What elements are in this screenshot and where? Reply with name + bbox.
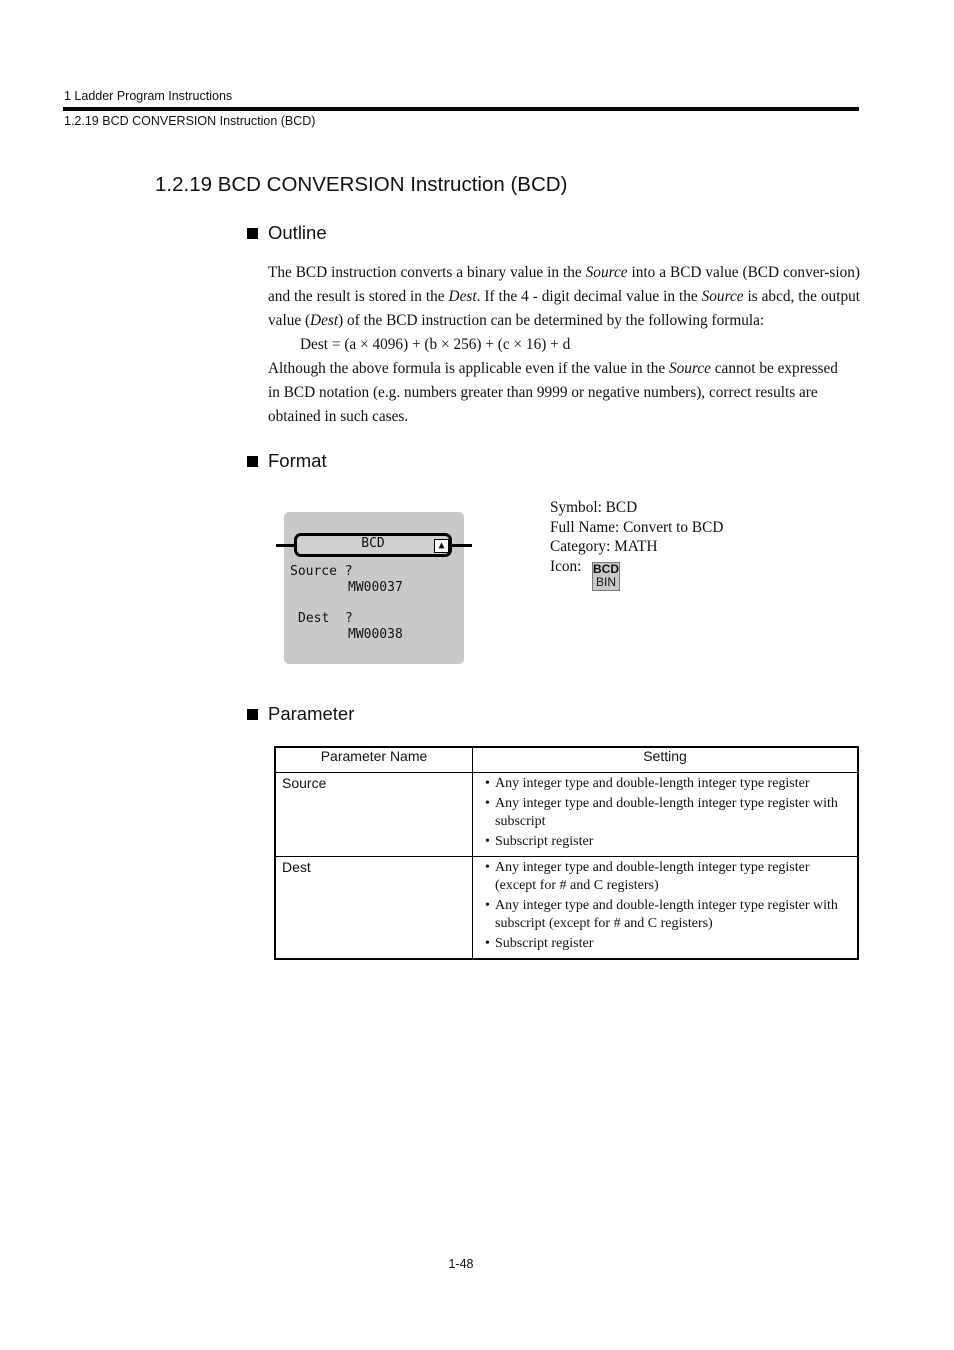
header-section: 1.2.19 BCD CONVERSION Instruction (BCD) <box>64 114 316 128</box>
outline-heading-text: Outline <box>268 222 327 243</box>
bullet-square-icon <box>247 456 258 467</box>
section-title: 1.2.19 BCD CONVERSION Instruction (BCD) <box>155 173 568 196</box>
category-line: Category: MATH <box>550 538 658 555</box>
table-row <box>275 857 858 960</box>
column-header: Parameter Name <box>275 747 473 773</box>
dest-label: Dest ? <box>298 611 353 626</box>
parameter-name: Source <box>275 773 473 857</box>
format-heading-text: Format <box>268 450 327 471</box>
symbol-info <box>550 498 723 576</box>
header-rule <box>63 107 859 111</box>
source-label: Source ? <box>290 564 353 579</box>
column-header: Setting <box>473 747 859 773</box>
instruction-name: BCD <box>361 536 385 551</box>
parameter-heading <box>247 703 354 725</box>
bullet-square-icon <box>247 709 258 720</box>
parameter-heading-text: Parameter <box>268 703 355 724</box>
setting-item: • Any integer type and double-length integer type register (except for # and C registers) <box>485 859 847 895</box>
format-heading <box>247 450 327 472</box>
setting-item: • Any integer type and double-length integer type register with subscript (except for # and C registers) <box>485 897 847 933</box>
table-header-row <box>275 747 858 773</box>
outline-paragraph-2: Although the above formula is applicable even if the value in the Source cannot be expressed in BCD notation (e.g. numbers greater than 9999 or negative numbers), correct results are obtained in such cases. <box>268 360 838 425</box>
outline-paragraph-1: The BCD instruction converts a binary value in the Source into a BCD value (BCD conver-sion) and the result is stored in the Dest. If the 4 - digit decimal value in the Source is abcd, the output value (Dest) of the BCD instruction can be determined by the following formula: <box>268 264 861 329</box>
full-name-line: Full Name: Convert to BCD <box>550 518 724 536</box>
bcd-bin-icon: BCD BIN <box>593 562 619 589</box>
rung-left-line <box>276 544 296 547</box>
page-number: 1-48 <box>448 1257 474 1271</box>
icon-label: Icon: <box>550 557 582 575</box>
setting-item: • Any integer type and double-length integer type register <box>485 775 847 793</box>
parameter-setting <box>473 857 859 960</box>
setting-item: • Any integer type and double-length integer type register with subscript <box>485 795 847 831</box>
ladder-block-image <box>284 512 464 664</box>
rung-right-line <box>452 544 472 547</box>
setting-item: • Subscript register <box>485 833 847 851</box>
setting-item: • Subscript register <box>485 935 847 953</box>
outline-body <box>268 261 860 429</box>
parameter-setting <box>473 773 859 857</box>
parameter-table <box>274 746 859 960</box>
table-row <box>275 773 858 857</box>
expand-icon: ▲ <box>434 539 449 553</box>
outline-heading <box>247 222 327 244</box>
parameter-name: Dest <box>275 857 473 960</box>
header-chapter: 1 Ladder Program Instructions <box>64 89 233 103</box>
source-value: MW00037 <box>348 580 403 595</box>
symbol-line: Symbol: BCD <box>550 499 638 516</box>
dest-value: MW00038 <box>348 627 403 642</box>
bullet-square-icon <box>247 228 258 239</box>
outline-formula: Dest = (a × 4096) + (b × 256) + (c × 16) + d <box>300 336 571 353</box>
